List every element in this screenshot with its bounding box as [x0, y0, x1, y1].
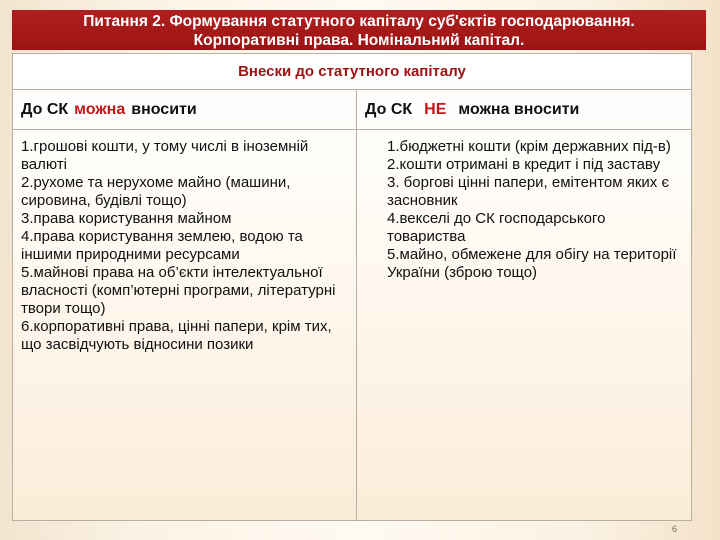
list-item: 2.рухоме та нерухоме майно (машини, сировина, будівлі тощо)	[21, 174, 291, 209]
allowed-list	[13, 130, 356, 354]
list-item: 3.права користування майном	[21, 210, 232, 227]
forbidden-header-highlight: НЕ	[424, 100, 447, 118]
list-item: 1.бюджетні кошти (крім державних під-в)	[387, 138, 671, 155]
allowed-column	[13, 130, 357, 521]
table-body-row	[13, 130, 691, 521]
forbidden-header-suffix: можна вносити	[458, 100, 580, 118]
forbidden-column-header	[357, 90, 691, 129]
allowed-column-header	[13, 90, 357, 129]
list-item: 5.майнові права на об’єкти інтелектуальної власності (комп’ютерні програми, літературні твори тощо)	[21, 264, 336, 317]
list-item: 5.майно, обмежене для обігу на території України (зброю тощо)	[387, 246, 677, 281]
list-item: 1.грошові кошти, у тому числі в іноземній валюті	[21, 138, 309, 173]
list-item: 3. боргові цінні папери, емітентом яких є засновник	[387, 174, 670, 209]
contributions-table	[12, 53, 692, 521]
table-title: Внески до статутного капіталу	[13, 54, 691, 90]
allowed-header-prefix: До СК	[21, 100, 69, 118]
forbidden-header-prefix: До СК	[365, 100, 413, 118]
forbidden-list	[357, 130, 691, 282]
table-header-row	[13, 90, 691, 130]
list-item: 4.векселі до СК господарського товариства	[387, 210, 606, 245]
allowed-header-highlight: можна	[74, 100, 126, 118]
list-item: 6.корпоративні права, цінні папери, крім тих, що засвідчують відносини позики	[21, 318, 332, 353]
slide-title	[12, 10, 706, 50]
slide-number: 6	[672, 524, 678, 534]
allowed-header-suffix: вносити	[131, 100, 197, 118]
forbidden-column	[357, 130, 691, 521]
slide-title-line-2: Корпоративні права. Номінальний капітал.	[193, 32, 525, 49]
list-item: 4.права користування землею, водою та іншими природними ресурсами	[21, 228, 303, 263]
slide-title-line-1: Питання 2. Формування статутного капіталу суб'єктів господарювання.	[83, 13, 635, 30]
list-item: 2.кошти отримані в кредит і під заставу	[387, 156, 661, 173]
